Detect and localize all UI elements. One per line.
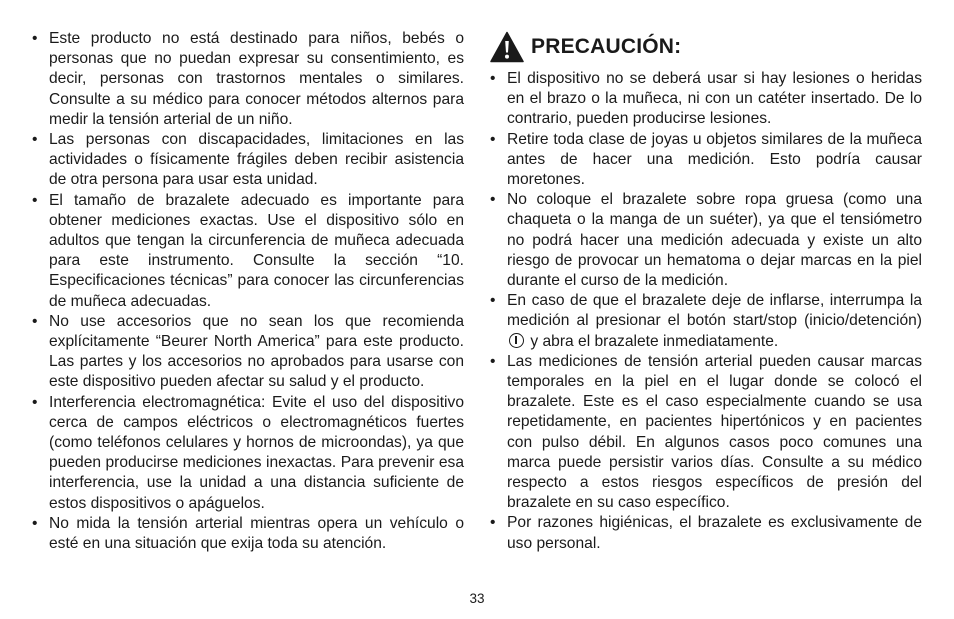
- list-item: • No use accesorios que no sean los que recomienda explícitamente “Beurer North America” para este producto. Las partes y los accesorios no aprobados para usarse con este dispositivo pueden afectar su salud y el producto.: [30, 312, 464, 393]
- list-item: • Las personas con discapacidades, limitaciones en las actividades o físicamente frágiles deben recibir asistencia de otra persona para usar esta unidad.: [30, 130, 464, 191]
- left-column: [30, 29, 464, 554]
- page-number: 33: [469, 591, 485, 606]
- list-item: • El tamaño de brazalete adecuado es importante para obtener mediciones exactas. Use el dispositivo sólo en adultos que tengan la circunferencia de muñeca adecuada para este instrumento. Consulte la sección “10. Especificaciones técnicas” para conocer las circunferencias de muñeca adecuadas.: [30, 191, 464, 312]
- item-text-after-icon: y abra el brazalete inmediatamente.: [530, 332, 779, 350]
- caution-header: [490, 29, 922, 65]
- item-text-before-icon: En caso de que el brazalete deje de inflarse, interrumpa la medición al presionar el botón start/stop (inicio/detención): [507, 292, 922, 330]
- caution-bullet-list: [488, 69, 922, 554]
- warning-triangle-icon: [490, 31, 524, 63]
- list-item: • Por razones higiénicas, el brazalete es exclusivamente de uso personal.: [488, 513, 922, 553]
- list-item: • El dispositivo no se deberá usar si hay lesiones o heridas en el brazo o la muñeca, ni con un catéter insertado. De lo contrario, pueden producirse lesiones.: [488, 69, 922, 130]
- list-item: • Las mediciones de tensión arterial pueden causar marcas temporales en la piel en el lugar donde se colocó el brazalete. Este es el caso especialmente cuando se usa repetidamente, en pacientes hipertónicos y en pacientes con pulso débil. En algunos casos poco comunes una marca puede persistir varios días. Consulte a su médico respecto a estos riesgos específicos de presión del brazalete en su caso específico.: [488, 352, 922, 514]
- power-button-icon: [509, 333, 524, 348]
- list-item: • No coloque el brazalete sobre ropa gruesa (como una chaqueta o la manga de un suéter), ya que el tensiómetro no podrá hacer una medición adecuada y existe un alto riesgo de provocar un hematoma o dejar marcas en la piel durante el curso de la medición.: [488, 190, 922, 291]
- left-bullet-list: [30, 29, 464, 554]
- list-item: • Este producto no está destinado para niños, bebés o personas que no puedan expresar su consentimiento, es decir, personas con trastornos mentales o similares. Consulte a su médico para conocer métodos alternos para medir la tensión arterial de un niño.: [30, 29, 464, 130]
- caution-heading: PRECAUCIÓN:: [531, 34, 682, 58]
- right-column: [488, 29, 922, 554]
- list-item-with-icon: [488, 291, 922, 352]
- list-item: • No mida la tensión arterial mientras opera un vehículo o esté en una situación que exija toda su atención.: [30, 514, 464, 554]
- list-item: • Retire toda clase de joyas u objetos similares de la muñeca antes de hacer una medición. Esto podría causar moretones.: [488, 130, 922, 191]
- list-item: • Interferencia electromagnética: Evite el uso del dispositivo cerca de campos eléctricos o electromagnéticos fuertes (como teléfonos celulares y hornos de microondas), ya que pueden producirse mediciones inexactas. Para prevenir esa interferencia, use la unidad a una distancia suficiente de estos dispositivos o apáguelos.: [30, 393, 464, 514]
